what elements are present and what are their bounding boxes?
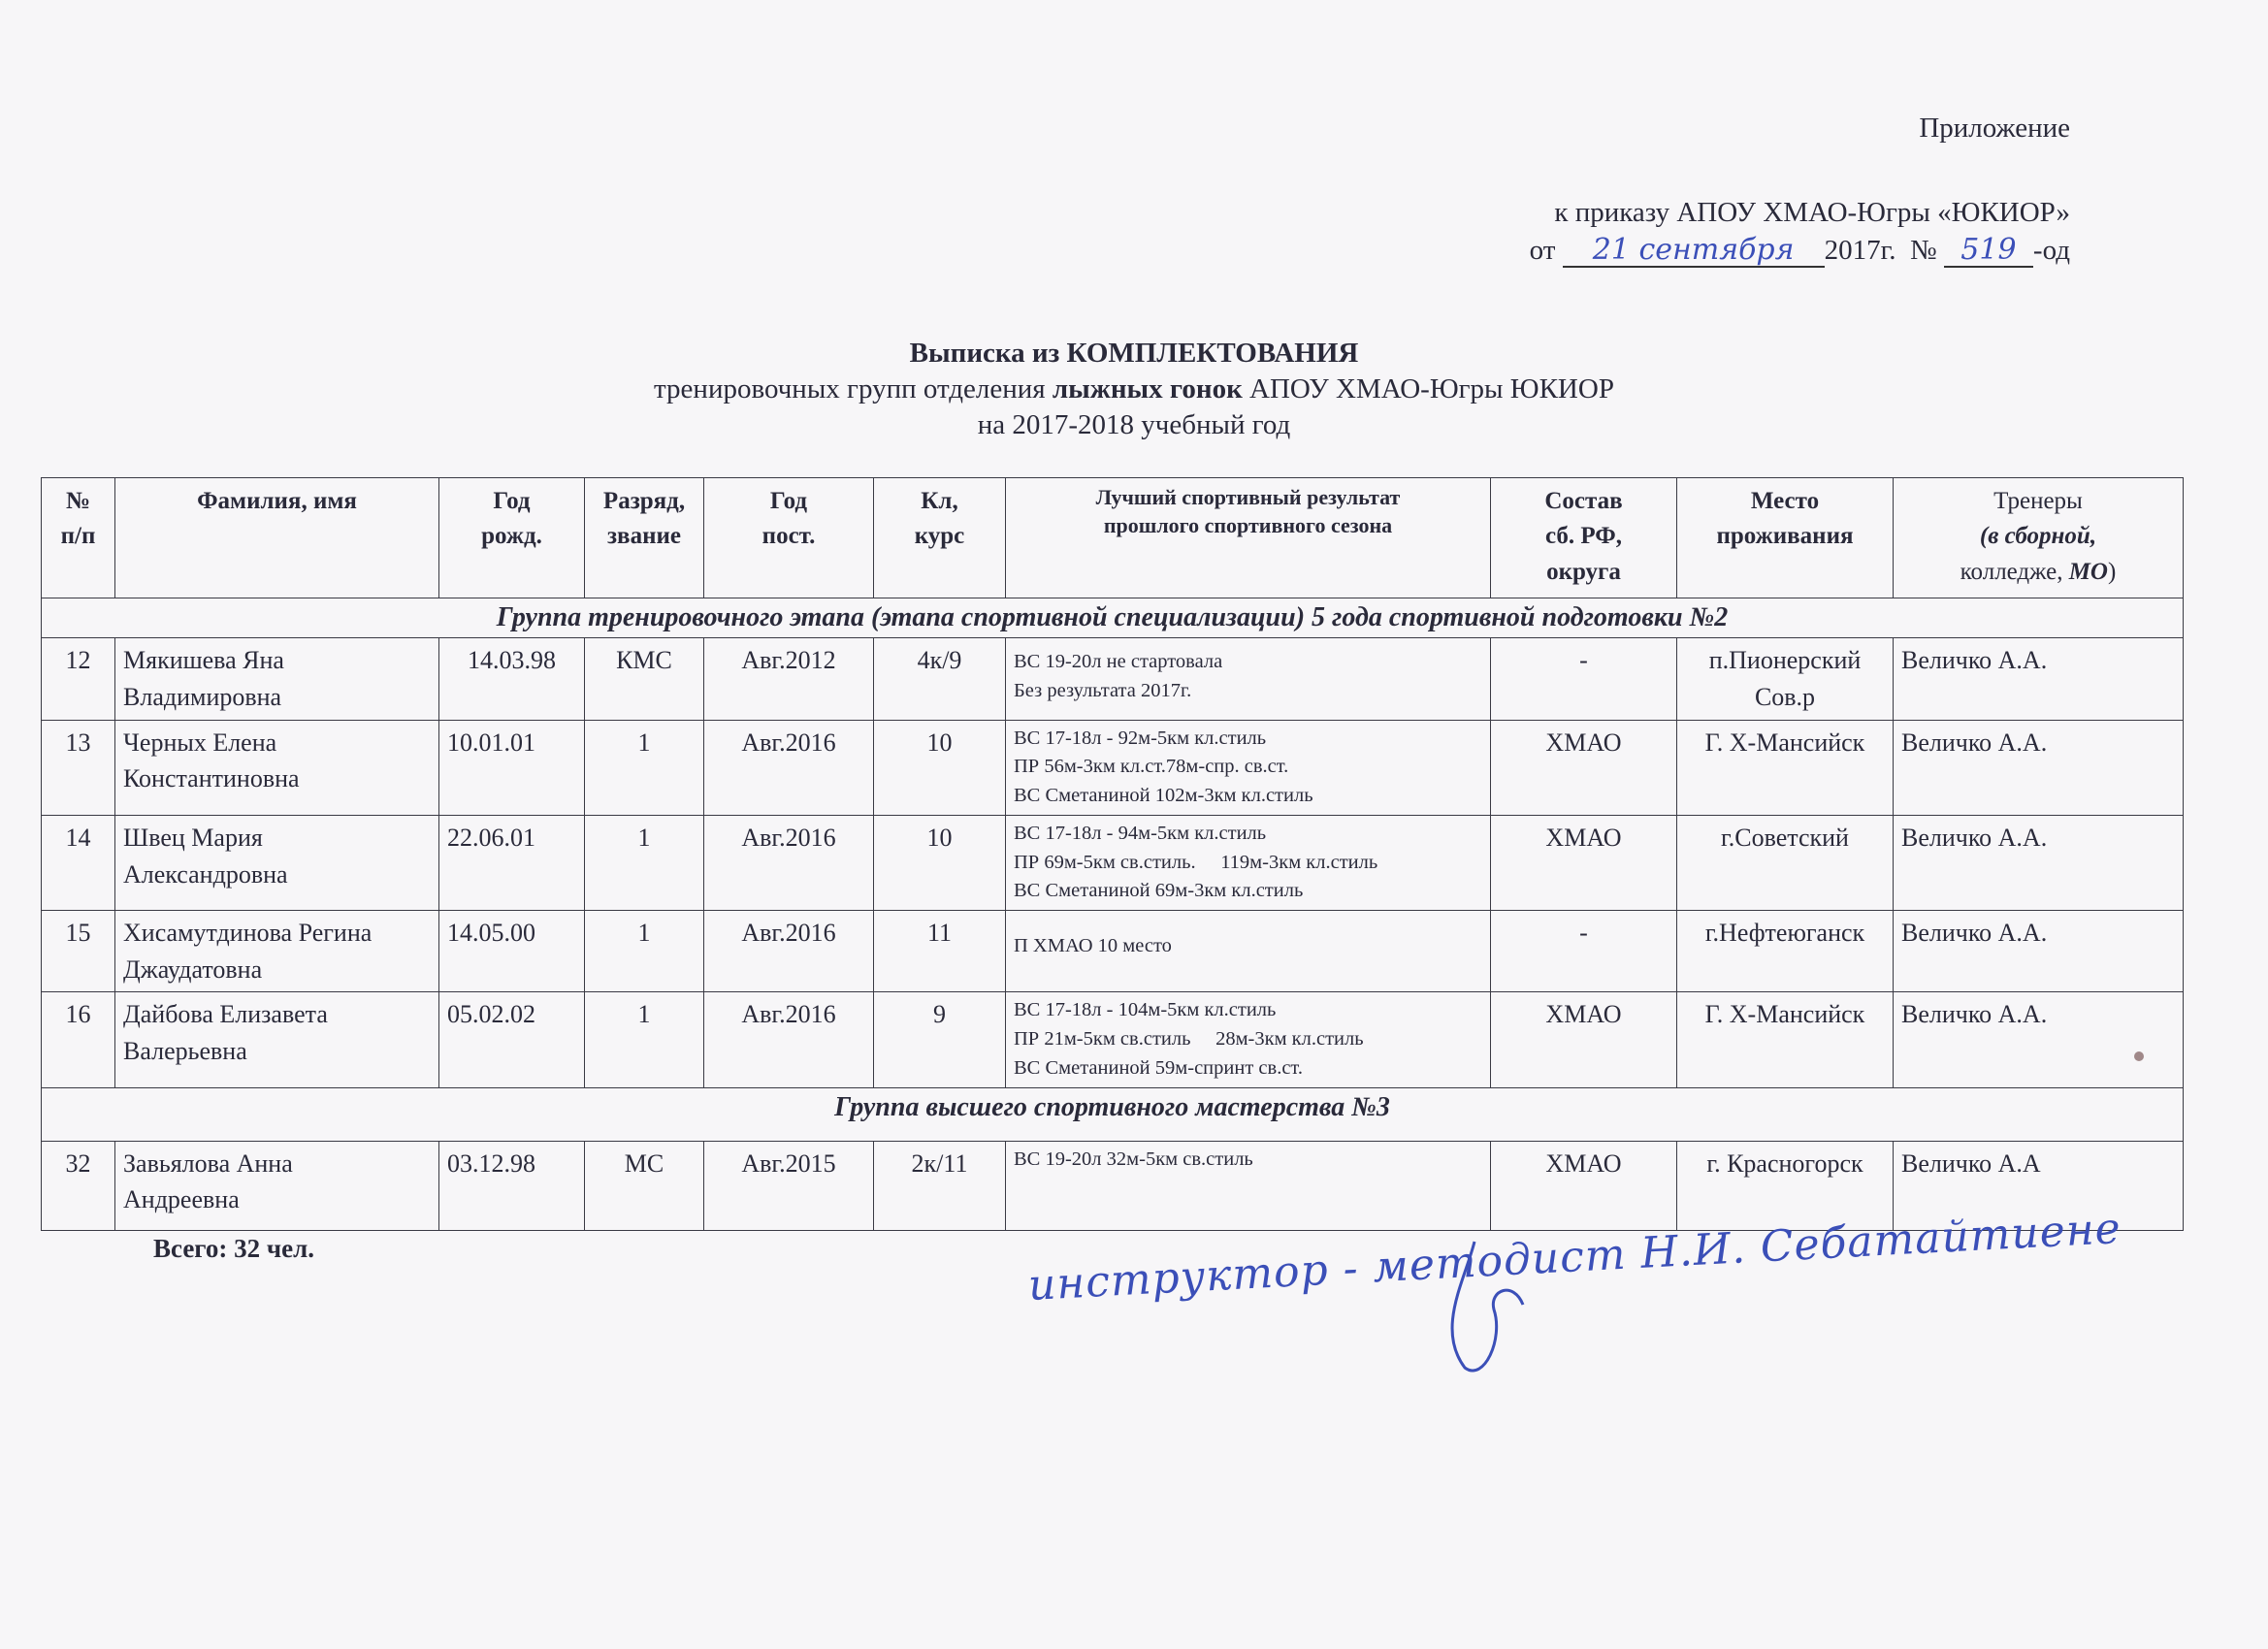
table-header-row <box>42 478 2184 598</box>
number-prefix: № <box>1910 235 1937 267</box>
order-reference: к приказу АПОУ ХМАО-Югры «ЮКИОР» <box>1554 197 2070 229</box>
cell-enroll: Авг.2012 <box>704 638 874 720</box>
cell-place: г.Советский <box>1677 815 1894 910</box>
total-count: Всего: 32 чел. <box>153 1234 314 1263</box>
roster-table <box>41 477 2184 1231</box>
header-coach: Тренеры (в сборной, колледже, МО) <box>1894 478 2184 598</box>
order-date-line <box>1530 232 2070 270</box>
cell-rank: КМС <box>585 638 704 720</box>
table-row <box>42 638 2184 720</box>
cell-num: 14 <box>42 815 115 910</box>
header-rank: Разряд, звание <box>585 478 704 598</box>
header-enroll: Год пост. <box>704 478 874 598</box>
header-result: Лучший спортивный результат прошлого спортивного сезона <box>1006 478 1491 598</box>
cell-result: П ХМАО 10 место <box>1006 911 1491 992</box>
cell-coach: Величко А.А. <box>1894 992 2184 1087</box>
cell-team: - <box>1491 911 1677 992</box>
cell-coach: Величко А.А. <box>1894 911 2184 992</box>
appendix-header <box>1530 110 2070 270</box>
title-subtitle <box>0 372 2268 407</box>
order-number-handwritten: 519 <box>1944 234 2033 268</box>
cell-birth: 14.03.98 <box>439 638 585 720</box>
cell-enroll: Авг.2016 <box>704 992 874 1087</box>
group-row-training: Группа тренировочного этапа (этапа спортивной специализации) 5 года спортивной подготовки №2 <box>42 598 2184 638</box>
cell-result: ВС 17-18л - 94м-5км кл.стиль ПР 69м-5км св.стиль. 119м-3км кл.стиль ВС Сметаниной 69м-3км кл.стиль <box>1006 815 1491 910</box>
title-year: на 2017-2018 учебный год <box>977 409 1291 441</box>
table-row <box>42 720 2184 815</box>
cell-rank: МС <box>585 1141 704 1230</box>
cell-name: Хисамутдинова Регина Джаудатовна <box>115 911 439 992</box>
header-name: Фамилия, имя <box>115 478 439 598</box>
cell-rank: 1 <box>585 992 704 1087</box>
cell-coach: Величко А.А <box>1894 1141 2184 1230</box>
group-row-mastery: Группа высшего спортивного мастерства №3 <box>42 1087 2184 1141</box>
cell-rank: 1 <box>585 815 704 910</box>
cell-name: Швец Мария Александровна <box>115 815 439 910</box>
cell-grade: 11 <box>874 911 1006 992</box>
cell-name: Черных Елена Константиновна <box>115 720 439 815</box>
cell-num: 13 <box>42 720 115 815</box>
cell-birth: 03.12.98 <box>439 1141 585 1230</box>
ink-spot <box>2134 1051 2144 1061</box>
table-row <box>42 992 2184 1087</box>
cell-team: ХМАО <box>1491 815 1677 910</box>
title-sub-discipline: лыжных гонок <box>1052 373 1243 405</box>
cell-team: ХМАО <box>1491 720 1677 815</box>
cell-grade: 10 <box>874 720 1006 815</box>
header-team: Состав сб. РФ, округа <box>1491 478 1677 598</box>
cell-result: ВС 17-18л - 92м-5км кл.стиль ПР 56м-3км кл.ст.78м-спр. св.ст. ВС Сметаниной 102м-3км кл.стиль <box>1006 720 1491 815</box>
cell-coach: Величко А.А. <box>1894 638 2184 720</box>
date-prefix: от <box>1529 235 1556 267</box>
handwritten-signature: инструктор - методист Н.И. Себатайтиене <box>1026 1203 2122 1310</box>
number-suffix: -од <box>2032 235 2070 267</box>
cell-team: - <box>1491 638 1677 720</box>
cell-name: Завьялова Анна Андреевна <box>115 1141 439 1230</box>
cell-place: Г. Х-Мансийск <box>1677 992 1894 1087</box>
cell-name: Мякишева Яна Владимировна <box>115 638 439 720</box>
cell-birth: 05.02.02 <box>439 992 585 1087</box>
cell-coach: Величко А.А. <box>1894 815 2184 910</box>
table-row <box>42 911 2184 992</box>
cell-place: Г. Х-Мансийск <box>1677 720 1894 815</box>
cell-enroll: Авг.2016 <box>704 720 874 815</box>
order-date-handwritten: 21 сентября <box>1563 234 1825 268</box>
header-grade: Кл, курс <box>874 478 1006 598</box>
header-place: Место проживания <box>1677 478 1894 598</box>
cell-rank: 1 <box>585 720 704 815</box>
table-row <box>42 815 2184 910</box>
cell-enroll: Авг.2016 <box>704 911 874 992</box>
cell-grade: 10 <box>874 815 1006 910</box>
cell-rank: 1 <box>585 911 704 992</box>
cell-grade: 2к/11 <box>874 1141 1006 1230</box>
signature-scribble <box>1009 1222 2105 1387</box>
cell-team: ХМАО <box>1491 1141 1677 1230</box>
cell-grade: 4к/9 <box>874 638 1006 720</box>
cell-enroll: Авг.2016 <box>704 815 874 910</box>
cell-num: 32 <box>42 1141 115 1230</box>
cell-enroll: Авг.2015 <box>704 1141 874 1230</box>
cell-num: 12 <box>42 638 115 720</box>
cell-result: ВС 19-20л 32м-5км св.стиль <box>1006 1141 1491 1230</box>
cell-coach: Величко А.А. <box>1894 720 2184 815</box>
cell-place: п.Пионерский Сов.р <box>1677 638 1894 720</box>
cell-team: ХМАО <box>1491 992 1677 1087</box>
cell-place: г. Красногорск <box>1677 1141 1894 1230</box>
cell-place: г.Нефтеюганск <box>1677 911 1894 992</box>
cell-result: ВС 17-18л - 104м-5км кл.стиль ПР 21м-5км св.стиль 28м-3км кл.стиль ВС Сметаниной 59м-спринт св.ст. <box>1006 992 1491 1087</box>
cell-num: 15 <box>42 911 115 992</box>
title-main: Выписка из КОМПЛЕКТОВАНИЯ <box>909 338 1359 369</box>
title-sub-part2: АПОУ ХМАО-Югры ЮКИОР <box>1249 373 1614 405</box>
cell-name: Дайбова Елизавета Валерьевна <box>115 992 439 1087</box>
document-title <box>0 336 2268 443</box>
order-year: 2017г. <box>1824 235 1896 267</box>
cell-birth: 14.05.00 <box>439 911 585 992</box>
cell-num: 16 <box>42 992 115 1087</box>
cell-birth: 22.06.01 <box>439 815 585 910</box>
cell-result: ВС 19-20л не стартовала Без результата 2017г. <box>1006 638 1491 720</box>
header-num: № п/п <box>42 478 115 598</box>
cell-grade: 9 <box>874 992 1006 1087</box>
title-sub-part1: тренировочных групп отделения <box>654 373 1046 405</box>
cell-birth: 10.01.01 <box>439 720 585 815</box>
header-birth: Год рожд. <box>439 478 585 598</box>
appendix-title: Приложение <box>1919 113 2070 144</box>
